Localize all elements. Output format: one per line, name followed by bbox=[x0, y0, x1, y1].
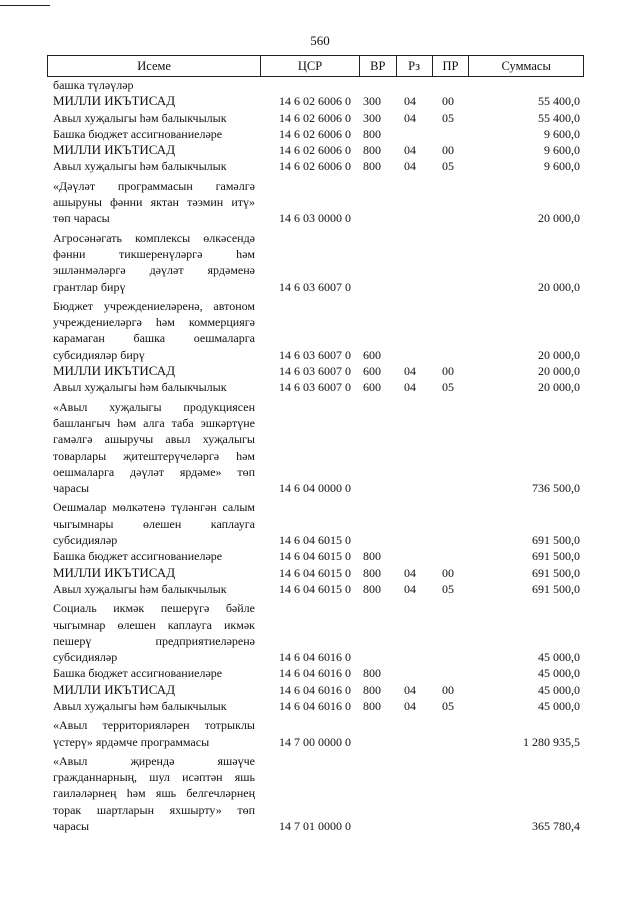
budget-table bbox=[47, 55, 584, 834]
row-vr-code-cell bbox=[360, 600, 397, 665]
table-row bbox=[47, 363, 584, 379]
row-rz-code-cell bbox=[397, 379, 433, 395]
row-sum: 45 000,0 bbox=[538, 666, 580, 681]
row-rz-code-cell bbox=[397, 753, 433, 834]
table-row bbox=[47, 499, 584, 548]
row-vr-code: 800 bbox=[363, 565, 381, 580]
row-csr-code-cell bbox=[261, 93, 360, 109]
row-vr-code-cell bbox=[360, 581, 397, 597]
row-name: «Авыл җирендә яшәүче гражданнарның, шул исәптән яшь гаиләләрнең һәм яшь белгечләрнең торак шартларын яхшырту» төп чарасы bbox=[53, 753, 255, 834]
table-row bbox=[47, 298, 584, 363]
row-name-cell bbox=[47, 600, 261, 665]
row-sum: 45 000,0 bbox=[538, 650, 580, 665]
row-name-cell bbox=[47, 565, 261, 581]
row-csr-code-cell bbox=[261, 158, 360, 174]
row-name-cell bbox=[47, 682, 261, 698]
row-csr-code: 14 6 04 6016 0 bbox=[279, 650, 351, 665]
row-sum: 691 500,0 bbox=[532, 549, 580, 564]
table-row bbox=[47, 753, 584, 834]
table-row bbox=[47, 399, 584, 497]
row-rz-code-cell bbox=[397, 93, 433, 109]
row-csr-code: 14 7 01 0000 0 bbox=[279, 819, 351, 834]
row-vr-code-cell bbox=[360, 230, 397, 295]
row-csr-code: 14 6 04 6016 0 bbox=[279, 666, 351, 681]
header-csr: ЦСР bbox=[261, 56, 360, 76]
row-name-cell bbox=[47, 363, 261, 379]
row-vr-code: 800 bbox=[363, 666, 381, 681]
header-sum: Суммасы bbox=[501, 59, 551, 73]
row-sum-cell bbox=[470, 110, 584, 126]
row-vr-code-cell bbox=[360, 399, 397, 497]
row-vr-code: 600 bbox=[363, 347, 381, 362]
page-number: 560 bbox=[310, 33, 330, 48]
row-pr-code-cell bbox=[433, 665, 470, 681]
row-vr-code-cell bbox=[360, 142, 397, 158]
row-rz-code-cell bbox=[397, 600, 433, 665]
row-name: Авыл хуҗалыгы һәм балыкчылык bbox=[53, 380, 227, 395]
row-name: МИЛЛИ ИКЪТИСАД bbox=[53, 363, 176, 379]
row-rz-code-cell bbox=[397, 110, 433, 126]
row-pr-code: 00 bbox=[442, 565, 454, 580]
row-sum-cell bbox=[470, 77, 584, 93]
row-name: Башка бюджет ассигнованиеләре bbox=[53, 666, 223, 681]
row-rz-code: 04 bbox=[404, 380, 416, 395]
row-pr-code: 05 bbox=[442, 380, 454, 395]
row-sum: 9 600,0 bbox=[544, 143, 580, 158]
row-name-cell bbox=[47, 178, 261, 227]
row-name: «Дәүләт программасын гамәлгә ашыруны фәнни яктан тәэмин итү» төп чарасы bbox=[53, 178, 255, 226]
row-pr-code-cell bbox=[433, 600, 470, 665]
row-csr-code: 14 6 03 6007 0 bbox=[279, 279, 351, 294]
table-row bbox=[47, 717, 584, 750]
row-rz-code-cell bbox=[397, 565, 433, 581]
row-pr-code-cell bbox=[433, 753, 470, 834]
row-vr-code-cell bbox=[360, 698, 397, 714]
table-row bbox=[47, 379, 584, 395]
row-rz-code-cell bbox=[397, 399, 433, 497]
row-sum-cell bbox=[470, 600, 584, 665]
row-rz-code-cell bbox=[397, 298, 433, 363]
row-sum-cell bbox=[470, 717, 584, 750]
row-vr-code-cell bbox=[360, 682, 397, 698]
row-name: Авыл хуҗалыгы һәм балыкчылык bbox=[53, 581, 227, 596]
row-vr-code: 800 bbox=[363, 159, 381, 174]
row-sum: 9 600,0 bbox=[544, 159, 580, 174]
row-rz-code-cell bbox=[397, 581, 433, 597]
header-pr: ПР bbox=[433, 56, 470, 76]
row-vr-code: 800 bbox=[363, 581, 381, 596]
row-rz-code: 04 bbox=[404, 159, 416, 174]
row-sum: 20 000,0 bbox=[538, 347, 580, 362]
table-row bbox=[47, 230, 584, 295]
row-csr-code: 14 6 04 6015 0 bbox=[279, 565, 351, 580]
row-pr-code: 00 bbox=[442, 682, 454, 697]
row-csr-code-cell bbox=[261, 753, 360, 834]
row-pr-code-cell bbox=[433, 363, 470, 379]
row-sum-cell bbox=[470, 399, 584, 497]
row-pr-code-cell bbox=[433, 581, 470, 597]
row-pr-code: 00 bbox=[442, 364, 454, 379]
row-csr-code-cell bbox=[261, 142, 360, 158]
row-pr-code-cell bbox=[433, 142, 470, 158]
row-sum-cell bbox=[470, 698, 584, 714]
row-rz-code-cell bbox=[397, 77, 433, 93]
row-csr-code-cell bbox=[261, 717, 360, 750]
row-name-cell bbox=[47, 698, 261, 714]
row-vr-code: 800 bbox=[363, 126, 381, 141]
row-sum-cell bbox=[470, 753, 584, 834]
row-rz-code-cell bbox=[397, 682, 433, 698]
row-pr-code-cell bbox=[433, 126, 470, 142]
row-sum: 1 280 935,5 bbox=[523, 734, 580, 749]
row-csr-code: 14 6 02 6006 0 bbox=[279, 159, 351, 174]
row-vr-code-cell bbox=[360, 379, 397, 395]
table-row bbox=[47, 142, 584, 158]
row-pr-code-cell bbox=[433, 565, 470, 581]
row-sum: 45 000,0 bbox=[538, 682, 580, 697]
table-row bbox=[47, 158, 584, 174]
row-csr-code-cell bbox=[261, 565, 360, 581]
row-name: Авыл хуҗалыгы һәм балыкчылык bbox=[53, 698, 227, 713]
row-rz-code-cell bbox=[397, 363, 433, 379]
row-csr-code-cell bbox=[261, 126, 360, 142]
row-pr-code: 05 bbox=[442, 110, 454, 125]
row-name: МИЛЛИ ИКЪТИСАД bbox=[53, 142, 176, 158]
row-csr-code-cell bbox=[261, 110, 360, 126]
row-name-cell bbox=[47, 753, 261, 834]
row-csr-code-cell bbox=[261, 581, 360, 597]
row-csr-code: 14 6 04 6016 0 bbox=[279, 682, 351, 697]
row-name: Башка бюджет ассигнованиеләре bbox=[53, 549, 223, 564]
row-pr-code-cell bbox=[433, 110, 470, 126]
row-vr-code: 600 bbox=[363, 380, 381, 395]
row-sum: 20 000,0 bbox=[538, 380, 580, 395]
row-vr-code-cell bbox=[360, 499, 397, 548]
row-name-cell bbox=[47, 298, 261, 363]
row-csr-code-cell bbox=[261, 298, 360, 363]
row-sum-cell bbox=[470, 230, 584, 295]
row-pr-code-cell bbox=[433, 717, 470, 750]
row-csr-code-cell bbox=[261, 682, 360, 698]
row-pr-code-cell bbox=[433, 548, 470, 564]
row-pr-code-cell bbox=[433, 77, 470, 93]
row-name: «Авыл хуҗалыгы продукциясен башлангыч һәм алга таба эшкәртүне гамәлгә ашыручы авыл хуҗалыгы товарлары җитештерүчеләргә һәм оешмаларга дәүләт ярдәме» төп чарасы bbox=[53, 399, 255, 496]
row-rz-code: 04 bbox=[404, 565, 416, 580]
row-sum-cell bbox=[470, 665, 584, 681]
row-name-cell bbox=[47, 379, 261, 395]
row-csr-code-cell bbox=[261, 77, 360, 93]
row-name: Бюджет учреждениеләренә, автоном учреждениеләргә һәм коммерциягә карамаган башка оешмаларга субсидияләр бирү bbox=[53, 298, 255, 362]
row-name: МИЛЛИ ИКЪТИСАД bbox=[53, 564, 176, 580]
row-rz-code-cell bbox=[397, 665, 433, 681]
row-name-cell bbox=[47, 110, 261, 126]
row-csr-code-cell bbox=[261, 363, 360, 379]
row-vr-code: 800 bbox=[363, 143, 381, 158]
table-row bbox=[47, 682, 584, 698]
row-sum-cell bbox=[470, 93, 584, 109]
row-name: Авыл хуҗалыгы һәм балыкчылык bbox=[53, 110, 227, 125]
row-rz-code-cell bbox=[397, 548, 433, 564]
row-vr-code-cell bbox=[360, 298, 397, 363]
row-csr-code: 14 6 03 6007 0 bbox=[279, 380, 351, 395]
row-sum-cell bbox=[470, 565, 584, 581]
row-name-cell bbox=[47, 665, 261, 681]
row-sum-cell bbox=[470, 379, 584, 395]
row-sum: 691 500,0 bbox=[532, 565, 580, 580]
row-pr-code-cell bbox=[433, 93, 470, 109]
row-sum: 365 780,4 bbox=[532, 819, 580, 834]
row-pr-code: 00 bbox=[442, 94, 454, 109]
row-rz-code-cell bbox=[397, 142, 433, 158]
row-name-cell bbox=[47, 581, 261, 597]
row-vr-code: 600 bbox=[363, 364, 381, 379]
row-csr-code-cell bbox=[261, 230, 360, 295]
row-rz-code-cell bbox=[397, 178, 433, 227]
row-csr-code: 14 6 04 0000 0 bbox=[279, 481, 351, 496]
row-vr-code-cell bbox=[360, 110, 397, 126]
row-csr-code-cell bbox=[261, 698, 360, 714]
row-name: башка түләүләр bbox=[53, 78, 134, 92]
row-vr-code-cell bbox=[360, 548, 397, 564]
row-csr-code: 14 6 03 6007 0 bbox=[279, 347, 351, 362]
row-sum-cell bbox=[470, 363, 584, 379]
row-pr-code-cell bbox=[433, 698, 470, 714]
row-vr-code: 300 bbox=[363, 110, 381, 125]
row-csr-code: 14 6 02 6006 0 bbox=[279, 94, 351, 109]
table-body bbox=[47, 77, 584, 834]
table-row bbox=[47, 110, 584, 126]
row-name-cell bbox=[47, 717, 261, 750]
row-pr-code-cell bbox=[433, 298, 470, 363]
row-name: Социаль икмәк пешерүгә бәйле чыгымнар өлешен каплауга икмәк пешерү предприятиеләренә субсидияләр bbox=[53, 601, 255, 665]
row-name: МИЛЛИ ИКЪТИСАД bbox=[53, 681, 176, 697]
row-name-cell bbox=[47, 548, 261, 564]
row-vr-code-cell bbox=[360, 93, 397, 109]
row-sum: 691 500,0 bbox=[532, 581, 580, 596]
row-sum: 20 000,0 bbox=[538, 364, 580, 379]
row-sum-cell bbox=[470, 178, 584, 227]
row-rz-code: 04 bbox=[404, 682, 416, 697]
row-pr-code-cell bbox=[433, 682, 470, 698]
table-row bbox=[47, 665, 584, 681]
row-csr-code: 14 6 02 6006 0 bbox=[279, 143, 351, 158]
table-row bbox=[47, 77, 584, 93]
row-name-cell bbox=[47, 77, 261, 93]
row-csr-code: 14 6 03 6007 0 bbox=[279, 364, 351, 379]
row-name-cell bbox=[47, 399, 261, 497]
row-sum-cell bbox=[470, 298, 584, 363]
row-name-cell bbox=[47, 499, 261, 548]
row-vr-code-cell bbox=[360, 717, 397, 750]
table-row bbox=[47, 93, 584, 109]
table-row bbox=[47, 600, 584, 665]
row-rz-code: 04 bbox=[404, 698, 416, 713]
row-sum: 20 000,0 bbox=[538, 279, 580, 294]
row-vr-code-cell bbox=[360, 665, 397, 681]
row-sum-cell bbox=[470, 499, 584, 548]
row-pr-code: 05 bbox=[442, 698, 454, 713]
table-row bbox=[47, 548, 584, 564]
row-name: Оешмалар мөлкәтенә түләнгән салым чыгымнары өлешен каплауга субсидияләр bbox=[53, 500, 255, 548]
row-csr-code: 14 6 02 6006 0 bbox=[279, 126, 351, 141]
row-csr-code: 14 6 04 6015 0 bbox=[279, 581, 351, 596]
top-rule bbox=[0, 5, 50, 6]
row-rz-code-cell bbox=[397, 158, 433, 174]
row-rz-code-cell bbox=[397, 499, 433, 548]
row-vr-code-cell bbox=[360, 126, 397, 142]
table-row bbox=[47, 126, 584, 142]
row-sum: 691 500,0 bbox=[532, 533, 580, 548]
row-sum-cell bbox=[470, 682, 584, 698]
row-name-cell bbox=[47, 126, 261, 142]
row-name-cell bbox=[47, 142, 261, 158]
row-csr-code-cell bbox=[261, 399, 360, 497]
row-csr-code: 14 6 03 0000 0 bbox=[279, 211, 351, 226]
row-sum: 55 400,0 bbox=[538, 110, 580, 125]
row-rz-code: 04 bbox=[404, 581, 416, 596]
row-pr-code-cell bbox=[433, 379, 470, 395]
row-csr-code-cell bbox=[261, 548, 360, 564]
row-rz-code: 04 bbox=[404, 94, 416, 109]
row-sum-cell bbox=[470, 581, 584, 597]
row-pr-code: 05 bbox=[442, 159, 454, 174]
row-rz-code-cell bbox=[397, 698, 433, 714]
row-sum-cell bbox=[470, 142, 584, 158]
row-name: МИЛЛИ ИКЪТИСАД bbox=[53, 93, 176, 109]
row-name: «Авыл территорияләрен тотрыклы үстерү» ярдәмче программасы bbox=[53, 718, 255, 749]
row-sum-cell bbox=[470, 158, 584, 174]
row-sum: 55 400,0 bbox=[538, 94, 580, 109]
header-vr: ВР bbox=[360, 56, 397, 76]
header-name: Исеме bbox=[48, 56, 261, 76]
row-name-cell bbox=[47, 93, 261, 109]
row-vr-code-cell bbox=[360, 77, 397, 93]
header-rz: Рз bbox=[397, 56, 433, 76]
row-rz-code: 04 bbox=[404, 364, 416, 379]
row-csr-code: 14 6 02 6006 0 bbox=[279, 110, 351, 125]
row-rz-code-cell bbox=[397, 126, 433, 142]
row-csr-code-cell bbox=[261, 600, 360, 665]
row-rz-code-cell bbox=[397, 717, 433, 750]
table-row bbox=[47, 178, 584, 227]
row-sum: 9 600,0 bbox=[544, 126, 580, 141]
row-rz-code-cell bbox=[397, 230, 433, 295]
row-csr-code-cell bbox=[261, 379, 360, 395]
row-name: Авыл хуҗалыгы һәм балыкчылык bbox=[53, 159, 227, 174]
row-name-cell bbox=[47, 158, 261, 174]
row-vr-code-cell bbox=[360, 753, 397, 834]
row-vr-code: 800 bbox=[363, 682, 381, 697]
row-csr-code: 14 6 04 6015 0 bbox=[279, 533, 351, 548]
row-sum: 20 000,0 bbox=[538, 211, 580, 226]
row-csr-code-cell bbox=[261, 665, 360, 681]
table-row bbox=[47, 565, 584, 581]
row-pr-code: 05 bbox=[442, 581, 454, 596]
row-vr-code-cell bbox=[360, 178, 397, 227]
row-pr-code-cell bbox=[433, 399, 470, 497]
row-name-cell bbox=[47, 230, 261, 295]
row-rz-code: 04 bbox=[404, 143, 416, 158]
row-pr-code-cell bbox=[433, 158, 470, 174]
row-sum-cell bbox=[470, 548, 584, 564]
row-rz-code: 04 bbox=[404, 110, 416, 125]
table-row bbox=[47, 698, 584, 714]
row-pr-code-cell bbox=[433, 499, 470, 548]
table-header bbox=[47, 55, 584, 77]
row-pr-code-cell bbox=[433, 178, 470, 227]
row-pr-code-cell bbox=[433, 230, 470, 295]
row-name: Башка бюджет ассигнованиеләре bbox=[53, 126, 223, 141]
row-sum-cell bbox=[470, 126, 584, 142]
row-vr-code-cell bbox=[360, 565, 397, 581]
row-csr-code: 14 6 04 6015 0 bbox=[279, 549, 351, 564]
row-pr-code: 00 bbox=[442, 143, 454, 158]
row-name: Агросәнәгать комплексы өлкәсендә фәнни тикшеренүләргә һәм эшләнмәләргә дәүләт ярдәменә грантлар бирү bbox=[53, 230, 255, 294]
row-csr-code-cell bbox=[261, 499, 360, 548]
row-sum: 45 000,0 bbox=[538, 698, 580, 713]
row-csr-code-cell bbox=[261, 178, 360, 227]
row-vr-code: 800 bbox=[363, 549, 381, 564]
row-sum: 736 500,0 bbox=[532, 481, 580, 496]
row-vr-code-cell bbox=[360, 158, 397, 174]
row-vr-code: 300 bbox=[363, 94, 381, 109]
row-vr-code: 800 bbox=[363, 698, 381, 713]
row-csr-code: 14 7 00 0000 0 bbox=[279, 734, 351, 749]
table-row bbox=[47, 581, 584, 597]
row-csr-code: 14 6 04 6016 0 bbox=[279, 698, 351, 713]
row-vr-code-cell bbox=[360, 363, 397, 379]
